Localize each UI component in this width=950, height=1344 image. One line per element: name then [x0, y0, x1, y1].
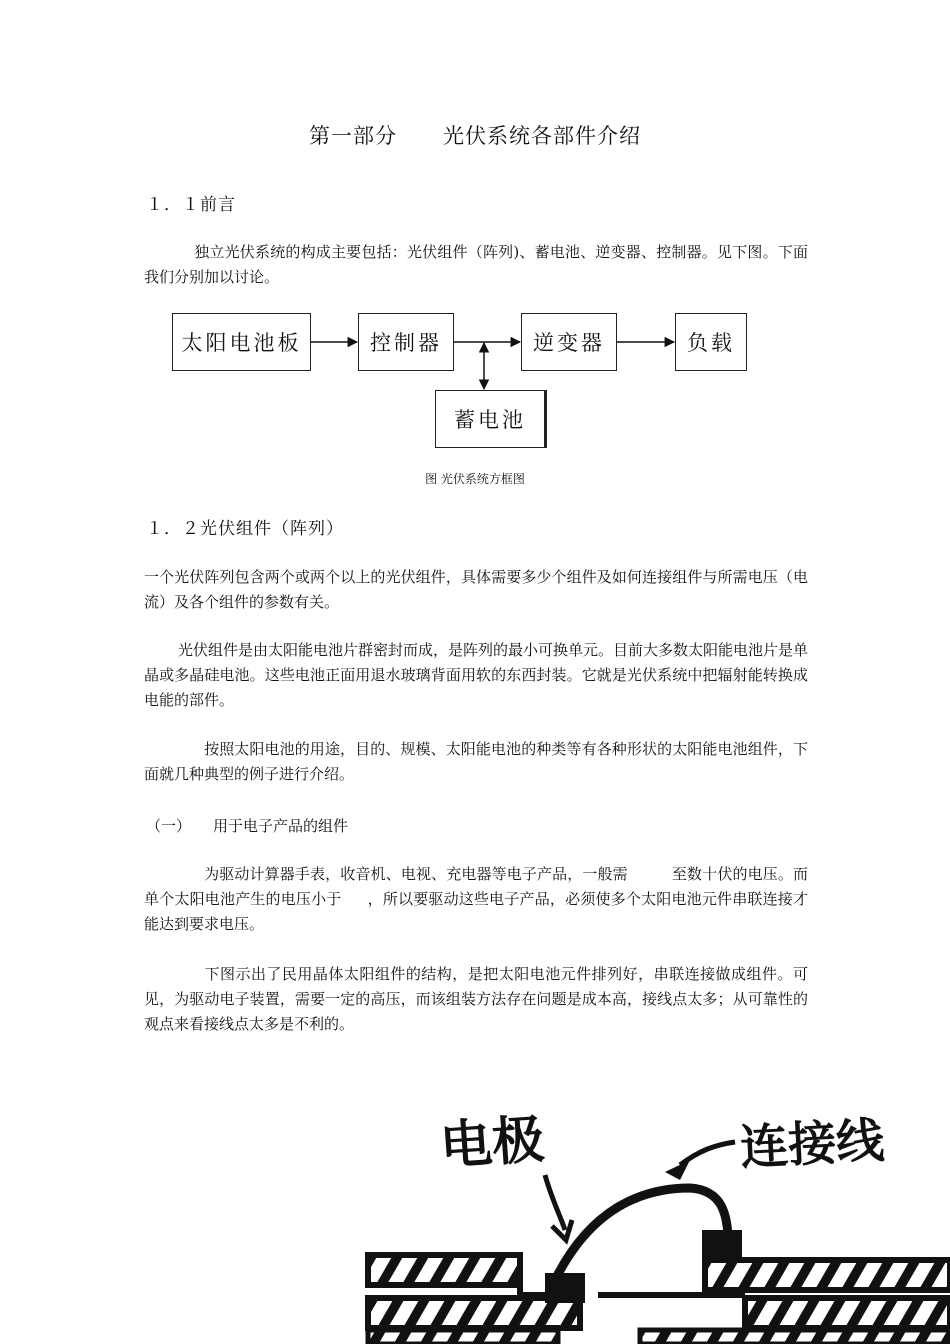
pv-paragraph-1: 一个光伏阵列包含两个或两个以上的光伏组件，具体需要多少个组件及如何连接组件与所需电压（电流）及各个组件的参数有关。 — [144, 568, 808, 611]
box-solar-panel: 太阳电池板 — [172, 313, 311, 371]
electronics-paragraph-1: 为驱动计算器手表，收音机、电视、充电器等电子产品，一般需 至数十伏的电压。而单个太阳电池产生的电压小于 ，所以要驱动这些电子产品，必须使多个太阳电池元件串联连接才能达到要求电压。 — [144, 865, 808, 933]
title-part: 第一部分 — [309, 124, 397, 148]
title-text: 光伏系统各部件介绍 — [443, 124, 641, 148]
electrode-right — [702, 1230, 742, 1260]
section-heading-pv-module: １．２光伏组件（阵列） — [146, 519, 344, 539]
box-controller: 控制器 — [358, 313, 454, 371]
module-structure-sketch — [0, 1080, 950, 1344]
pv-paragraph-2: 光伏组件是由太阳能电池片群密封而成，是阵列的最小可换单元。目前大多数太阳能电池片是单晶或多晶硅电池。这些电池正面用退水玻璃背面用软的东西封装。它就是光伏系统中把辐射能转换成电能的部件。 — [144, 641, 809, 709]
cell-right-bottom — [745, 1298, 950, 1328]
diagram-caption: 图 光伏系统方框图 — [425, 472, 525, 486]
box-battery: 蓄电池 — [435, 390, 547, 448]
box-inverter: 逆变器 — [521, 313, 617, 371]
cell-left-top — [368, 1255, 520, 1285]
subsection-number: （一） — [146, 817, 192, 835]
cell-right-top — [705, 1260, 950, 1290]
cell-left-bottom — [368, 1298, 580, 1328]
subsection-title: 用于电子产品的组件 — [213, 817, 349, 835]
section-heading-preface: １．１前言 — [146, 195, 236, 215]
subsection-heading — [146, 815, 348, 836]
diagram-arrows — [0, 0, 950, 500]
preface-paragraph: 独立光伏系统的构成主要包括：光伏组件（阵列)、蓄电池、逆变器、控制器。见下图。下面我们分别加以讨论。 — [144, 243, 808, 286]
electrode-arrow — [545, 1175, 565, 1230]
pv-paragraph-3: 按照太阳电池的用途，目的、规模、太阳能电池的种类等有各种形状的太阳能电池组件，下面就几种典型的例子进行介绍。 — [144, 740, 808, 783]
box-load: 负载 — [675, 313, 747, 371]
electronics-paragraph-2: 下图示出了民用晶体太阳组件的结构，是把太阳电池元件排列好，串联连接做成组件。可见，为驱动电子装置，需要一定的高压，而该组装方法存在问题是成本高，接线点太多；从可靠性的观点来看接线点太多是不利的。 — [144, 965, 808, 1033]
label-wire: 连接线 — [738, 1112, 886, 1177]
label-electrode: 电极 — [438, 1108, 547, 1178]
